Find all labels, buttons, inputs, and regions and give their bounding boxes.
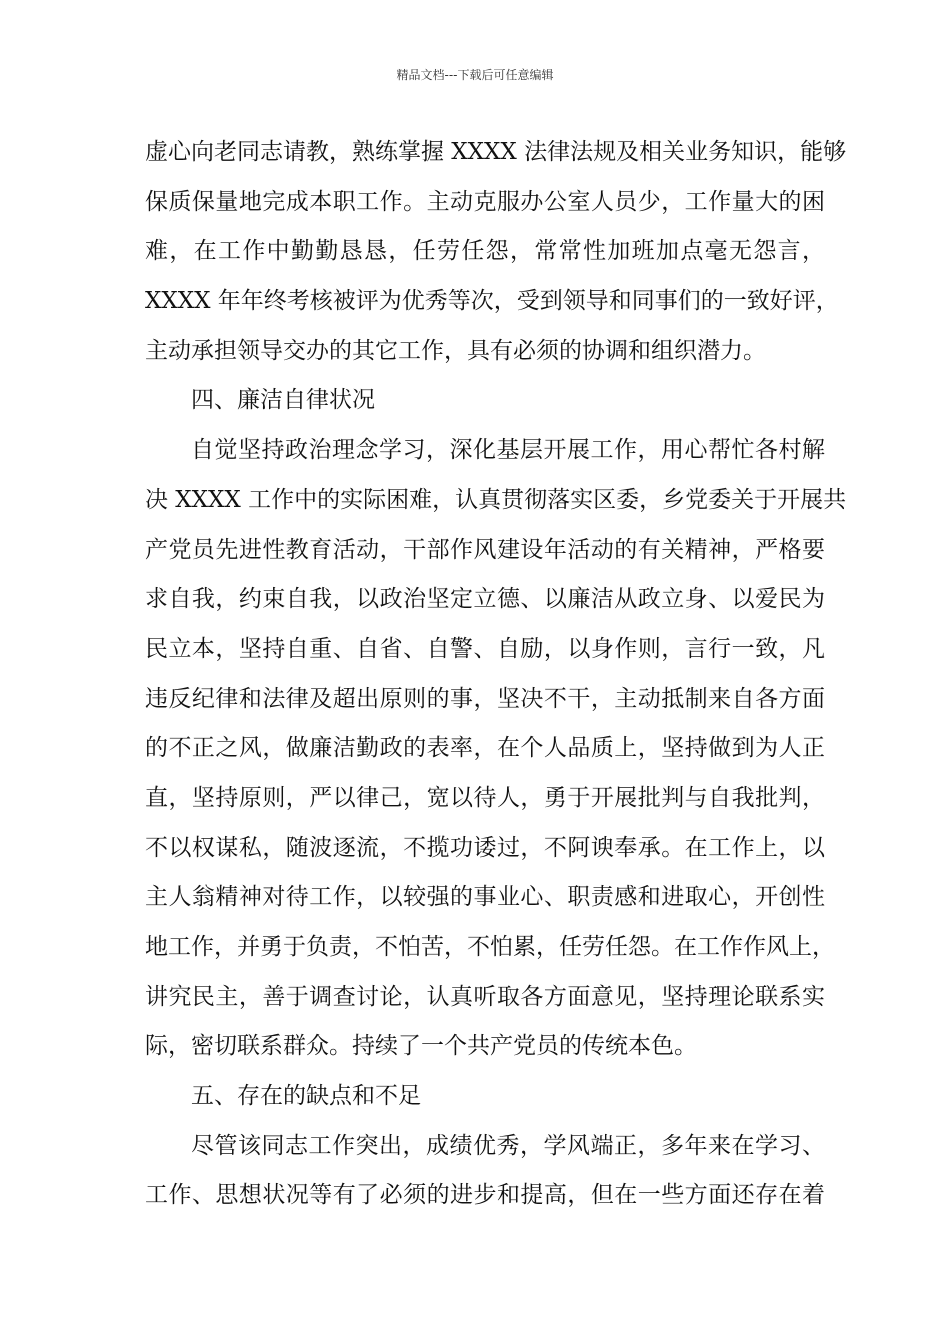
text-line: 讲究民主，善于调查讨论，认真听取各方面意见，坚持理论联系实 bbox=[145, 983, 825, 1010]
text-line: 难，在工作中勤勤恳恳，任劳任怨，常常性加班加点毫无怨言， bbox=[145, 238, 825, 265]
text-line: 民立本，坚持自重、自省、自警、自励，以身作则，言行一致，凡 bbox=[145, 635, 825, 662]
text-line: 主动承担领导交办的其它工作，具有必须的协调和组织潜力。 bbox=[145, 337, 766, 364]
text-line: 工作、思想状况等有了必须的进步和提高，但在一些方面还存在着 bbox=[145, 1182, 825, 1209]
text-line: XXXX 年年终考核被评为优秀等次，受到领导和同事们的一致好评， bbox=[145, 288, 839, 315]
text-line: 主人翁精神对待工作，以较强的事业心、职责感和进取心，开创性 bbox=[145, 884, 825, 911]
text-line: 不以权谋私，随波逐流，不揽功诿过，不阿谀奉承。在工作上，以 bbox=[145, 834, 825, 861]
text-line: 求自我，约束自我，以政治坚定立德、以廉洁从政立身、以爱民为 bbox=[145, 586, 825, 613]
text-line: 虚心向老同志请教，熟练掌握 XXXX 法律法规及相关业务知识，能够 bbox=[145, 139, 847, 165]
page-header: 精品文档---下载后可任意编辑 bbox=[396, 68, 554, 82]
text-line: 的不正之风，做廉洁勤政的表率，在个人品质上，坚持做到为人正 bbox=[145, 735, 825, 762]
text-line: 尽管该同志工作突出，成绩优秀，学风端正，多年来在学习、 bbox=[191, 1132, 825, 1159]
section-heading: 五、存在的缺点和不足 bbox=[191, 1083, 421, 1110]
text-line: 地工作，并勇于负责，不怕苦，不怕累，任劳任怨。在工作作风上， bbox=[145, 934, 835, 960]
document-body bbox=[145, 128, 847, 1221]
text-line: 际，密切联系群众。持续了一个共产党员的传统本色。 bbox=[145, 1033, 697, 1060]
text-line: 保质保量地完成本职工作。主动克服办公室人员少，工作量大的困 bbox=[145, 188, 825, 215]
text-line: 产党员先进性教育活动，干部作风建设年活动的有关精神，严格要 bbox=[145, 536, 825, 563]
section-heading: 四、廉洁自律状况 bbox=[191, 387, 375, 414]
text-line: 决 XXXX 工作中的实际困难，认真贯彻落实区委，乡党委关于开展共 bbox=[145, 486, 847, 513]
text-line: 自觉坚持政治理念学习，深化基层开展工作，用心帮忙各村解 bbox=[191, 437, 825, 464]
text-line: 直，坚持原则，严以律己，宽以待人，勇于开展批判与自我批判， bbox=[145, 784, 825, 811]
text-line: 违反纪律和法律及超出原则的事，坚决不干，主动抵制来自各方面 bbox=[145, 685, 825, 712]
